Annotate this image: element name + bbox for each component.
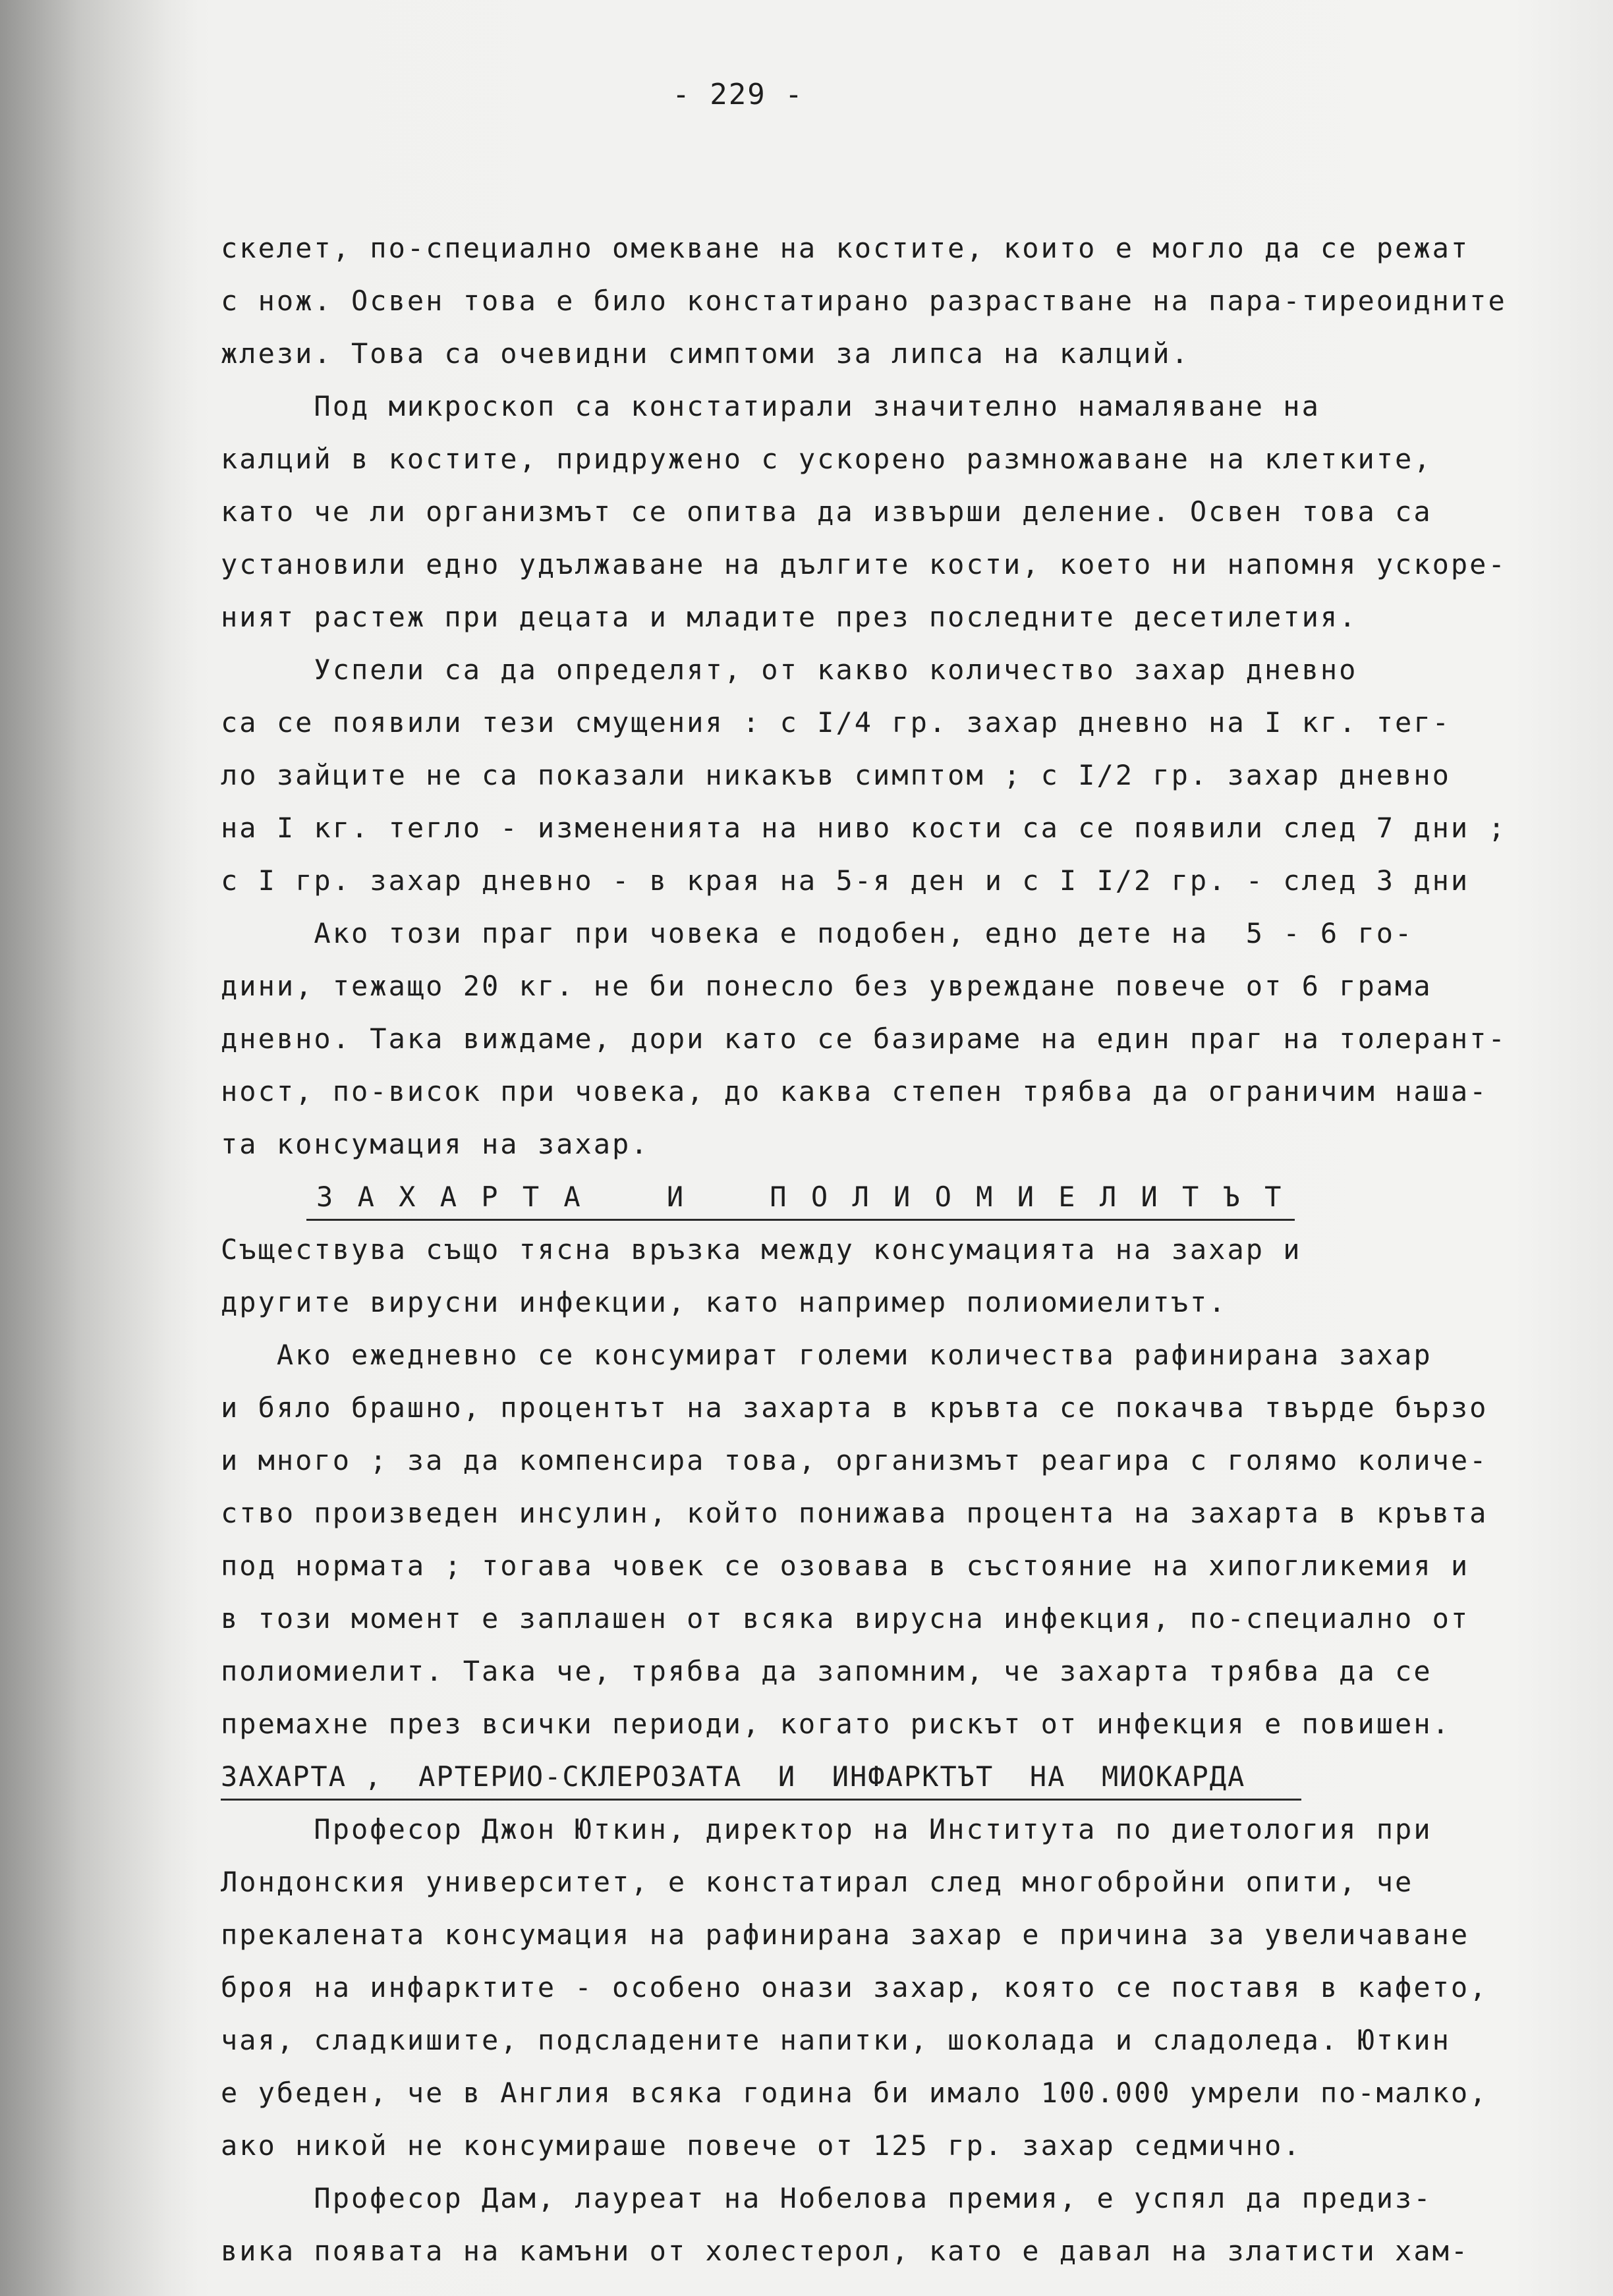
text-line: ство произведен инсулин, който понижава процента на захарта в кръвта [221, 1497, 1488, 1529]
text-line: премахне през всички периоди, когато рискът от инфекция е повишен. [221, 1708, 1451, 1740]
section-heading-infarct: ЗАХАРТА , АРТЕРИО-СКЛЕРОЗАТА И ИНФАРКТЪТ НА МИОКАРДА [221, 1760, 1246, 1793]
section-heading-polio: З А Х А Р Т А И П О Л И О М И Е Л И Т Ъ Т [316, 1181, 1286, 1213]
text-line: ако никой не консумираше повече от 125 гр. захар седмично. [221, 2129, 1302, 2162]
text-line: Ако този праг при човека е подобен, едно дете на 5 - 6 го- [221, 917, 1414, 949]
text-line: Съществува също тясна връзка между консумацията на захар и [221, 1233, 1302, 1266]
text-line: чая, сладкишите, подсладените напитки, шоколада и сладоледа. Юткин [221, 2024, 1451, 2056]
text-line: калций в костите, придружено с ускорено размножаване на клетките, [221, 443, 1432, 475]
text-line: установили едно удължаване на дългите кости, което ни напомня ускоре- [221, 548, 1507, 580]
page-number: - 229 - [672, 78, 804, 111]
heading-underline [221, 1799, 1301, 1801]
text-line: ло зайците не са показали никакъв симптом ; с I/2 гр. захар дневно [221, 759, 1451, 791]
text-line: и много ; за да компенсира това, организмът реагира с голямо количе- [221, 1444, 1488, 1476]
text-line: с I гр. захар дневно - в края на 5-я ден и с I I/2 гр. - след 3 дни [221, 864, 1470, 897]
book-binding-shadow [0, 0, 211, 2296]
text-line: Успели са да определят, от какво количество захар дневно [221, 654, 1358, 686]
text-line: Професор Дам, лауреат на Нобелова премия, е успял да предиз- [221, 2182, 1432, 2214]
text-line: и бяло брашно, процентът на захарта в кръвта се покачва твърде бързо [221, 1391, 1488, 1424]
text-line: Лондонския университет, е констатирал след многобройни опити, че [221, 1866, 1414, 1898]
text-line: прекалената консумация на рафинирана захар е причина за увеличаване [221, 1918, 1470, 1951]
text-line: под нормата ; тогава човек се озовава в състояние на хипогликемия и [221, 1550, 1470, 1582]
text-line: като че ли организмът се опитва да извърши деление. Освен това са [221, 495, 1432, 528]
text-line: другите вирусни инфекции, като например полиомиелитът. [221, 1286, 1228, 1318]
text-line: ност, по-висок при човека, до каква степен трябва да ограничим наша- [221, 1075, 1488, 1107]
text-line: дини, тежащо 20 кг. не би понесло без увреждане повече от 6 грама [221, 970, 1432, 1002]
text-line: Под микроскоп са констатирали значително намаляване на [221, 390, 1320, 422]
text-line: скелет, по-специално омекване на костите, които е могло да се режат [221, 232, 1470, 264]
heading-underline [306, 1219, 1295, 1221]
text-line: жлези. Това са очевидни симптоми за липса на калций. [221, 337, 1190, 370]
text-line: са се появили тези смущения : с I/4 гр. захар дневно на I кг. тег- [221, 706, 1451, 739]
text-line: броя на инфарктите - особено онази захар, която се поставя в кафето, [221, 1971, 1488, 2003]
text-line: с нож. Освен това е било констатирано разрастване на пара-тиреоидните [221, 285, 1507, 317]
text-line: в този момент е заплашен от всяка вирусна инфекция, по-специално от [221, 1602, 1470, 1635]
text-line: ният растеж при децата и младите през последните десетилетия. [221, 601, 1358, 633]
text-line: та консумация на захар. [221, 1128, 650, 1160]
text-line: Ако ежедневно се консумират големи количества рафинирана захар [221, 1339, 1432, 1371]
text-line: дневно. Така виждаме, дори като се базираме на един праг на толерант- [221, 1022, 1507, 1055]
text-line: е убеден, че в Англия всяка година би имало 100.000 умрели по-малко, [221, 2077, 1488, 2109]
text-line: на I кг. тегло - измененията на ниво кости са се появили след 7 дни ; [221, 812, 1507, 844]
text-line: полиомиелит. Така че, трябва да запомним, че захарта трябва да се [221, 1655, 1432, 1687]
text-line: Професор Джон Юткин, директор на Института по диетология при [221, 1813, 1432, 1845]
text-line: вика появата на камъни от холестерол, като е давал на златисти хам- [221, 2235, 1470, 2267]
